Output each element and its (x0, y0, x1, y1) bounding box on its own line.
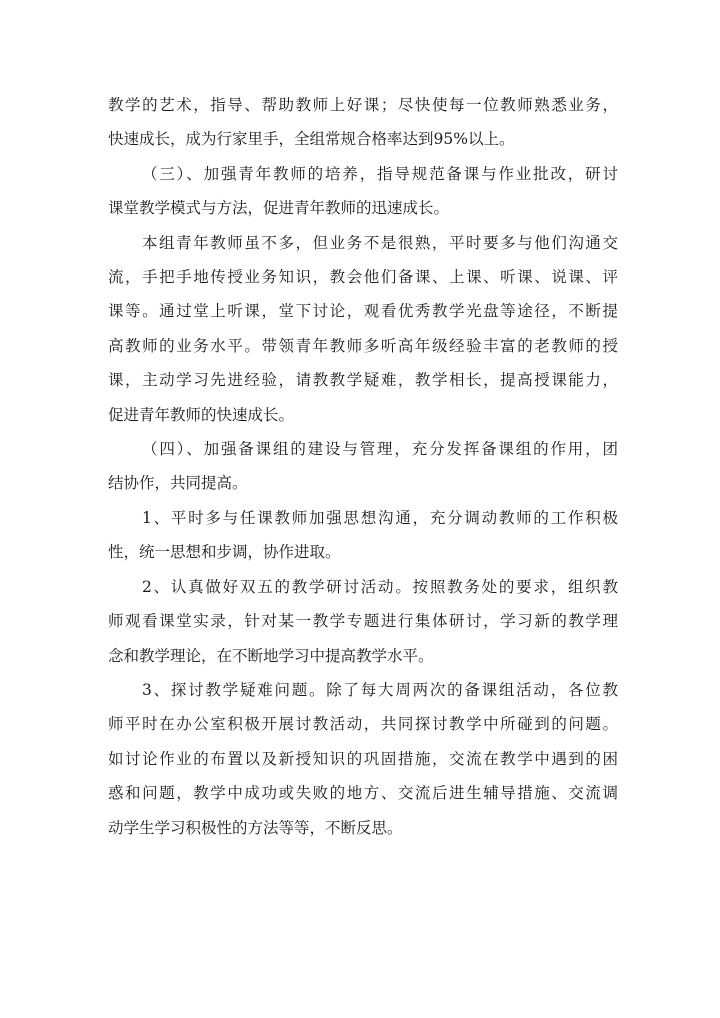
text-line: 师平时在办公室积极开展讨教活动，共同探讨教学中所碰到的问题。 (108, 715, 618, 734)
text-line: 2、认真做好双五的教学研讨活动。按照教务处的要求，组织教 (142, 577, 618, 596)
text-line: 高教师的业务水平。带领青年教师多听高年级经验丰富的老教师的授 (108, 336, 618, 355)
text-line: 课堂教学模式与方法，促进青年教师的迅速成长。 (108, 199, 450, 218)
text-line: 促进青年教师的快速成长。 (108, 405, 295, 424)
text-line: 教学的艺术，指导、帮助教师上好课；尽快使每一位教师熟悉业务， (108, 96, 618, 114)
paragraph-6 (108, 570, 618, 673)
paragraph-4 (108, 432, 618, 501)
text-line: 快速成长，成为行家里手，全组常规合格率达到95%以上。 (108, 130, 515, 149)
text-line: 动学生学习积极性的方法等等，不断反思。 (108, 818, 403, 837)
paragraph-7 (108, 673, 618, 845)
text-line: 念和教学理论，在不断地学习中提高教学水平。 (108, 646, 434, 665)
text-line: 1、平时多与任课教师加强思想沟通，充分调动教师的工作积极 (142, 508, 618, 527)
text-line: 课等。通过堂上听课，堂下讨论，观看优秀教学光盘等途径，不断提 (108, 302, 618, 321)
paragraph-1 (108, 88, 618, 157)
text-line: （四）、加强备课组的建设与管理，充分发挥备课组的作用，团 (142, 440, 618, 459)
text-line: 课，主动学习先进经验，请教教学疑难，教学相长，提高授课能力， (108, 371, 618, 390)
text-line: 本组青年教师虽不多，但业务不是很熟，平时要多与他们沟通交 (142, 233, 618, 252)
text-line: 性，统一思想和步调，协作进取。 (108, 543, 341, 562)
text-line: 结协作，共同提高。 (108, 474, 248, 493)
text-line: 3、探讨教学疑难问题。除了每大周两次的备课组活动，各位教 (142, 680, 618, 699)
document-body (108, 88, 618, 845)
text-line: 师观看课堂实录，针对某一教学专题进行集体研讨，学习新的教学理 (108, 612, 618, 631)
paragraph-5 (108, 501, 618, 570)
text-line: （三）、加强青年教师的培养，指导规范备课与作业批改，研讨 (142, 164, 618, 183)
text-line: 流，手把手地传授业务知识，教会他们备课、上课、听课、说课、评 (108, 268, 618, 287)
text-line: 如讨论作业的布置以及新授知识的巩固措施，交流在教学中遇到的困 (108, 749, 618, 768)
text-line: 惑和问题，教学中成功或失败的地方、交流后进生辅导措施、交流调 (108, 784, 618, 803)
paragraph-3 (108, 226, 618, 432)
paragraph-2 (108, 157, 618, 226)
